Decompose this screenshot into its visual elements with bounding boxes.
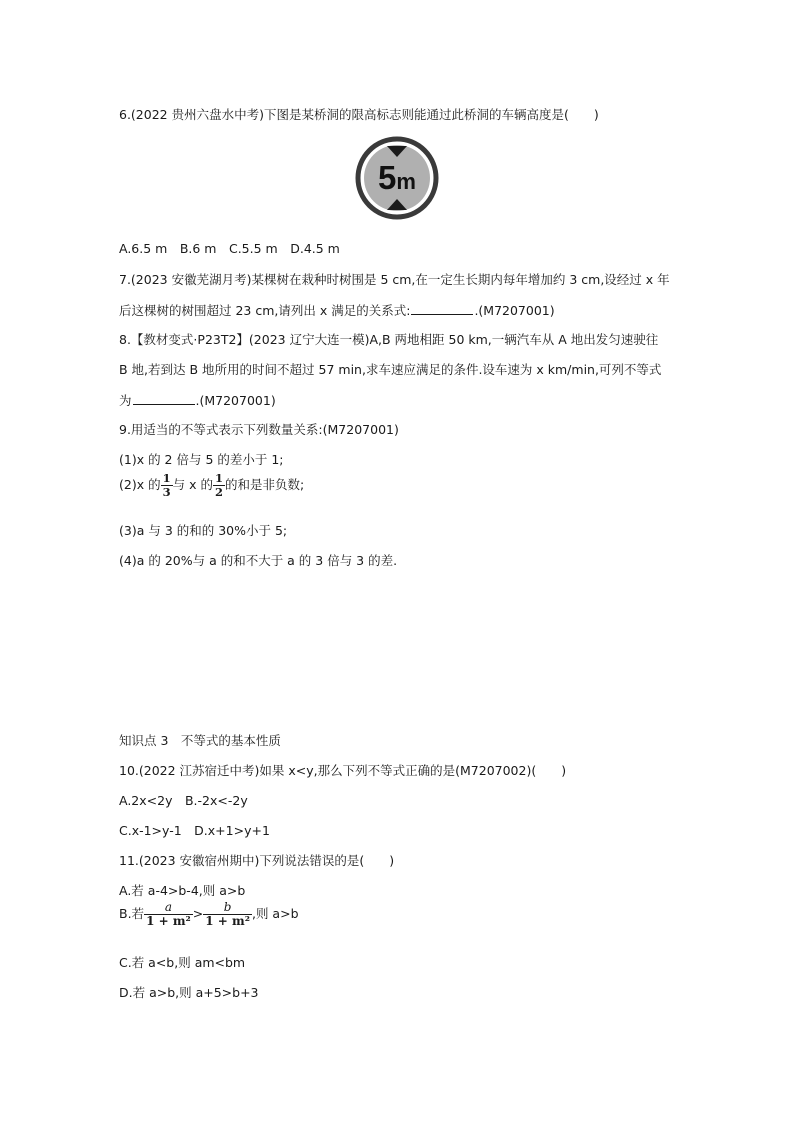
question-11-option-b: B.若 $\frac{a}{\text{1 + m²}}$ > $\frac{b}{\text{1 + m²}}$ ,则 a>b (119, 900, 299, 928)
question-10-stem: 10.(2022 江苏宿迁中考)如果 x<y,那么下列不等式正确的是(M7207002)( ) (119, 763, 567, 778)
question-9-item-2: (2)x 的 $\frac{1}{3}$ 与 x 的 $\frac{1}{2}$ 的和是非负数; (119, 471, 305, 499)
question-6-options: A.6.5 m B.6 m C.5.5 m D.4.5 m (119, 241, 340, 256)
question-11-option-a: A.若 a-4>b-4,则 a>b (119, 883, 246, 898)
question-6-stem: 6.(2022 贵州六盘水中考)下图是某桥洞的限高标志则能通过此桥洞的车辆高度是( ) (119, 107, 599, 122)
question-11-option-c: C.若 a<b,则 am<bm (119, 955, 246, 970)
fraction-one-third: $\frac{1}{3}$ (162, 471, 171, 499)
fraction-a-over-1-plus-m-squared: $\frac{a}{\text{1 + m²}}$ (146, 900, 191, 928)
question-10-options-ab: A.2x<2y B.-2x<-2y (119, 793, 248, 808)
section-title: 知识点 3 不等式的基本性质 (119, 733, 281, 748)
question-10-options-cd: C.x-1>y-1 D.x+1>y+1 (119, 823, 270, 838)
question-7-line1: 7.(2023 安徽芜湖月考)某棵树在栽种时树围是 5 cm,在一定生长期内每年增加约 3 cm,设经过 x 年 (119, 272, 670, 287)
answer-blank[interactable] (411, 302, 473, 315)
question-9-item-3: (3)a 与 3 的和的 30%小于 5; (119, 523, 288, 538)
fraction-one-half: $\frac{1}{2}$ (214, 471, 223, 499)
question-9-stem: 9.用适当的不等式表示下列数量关系:(M7207001) (119, 422, 399, 437)
question-7-line2: 后这棵树的树围超过 23 cm,请列出 x 满足的关系式: .(M7207001) (119, 303, 555, 318)
question-9-item-1: (1)x 的 2 倍与 5 的差小于 1; (119, 452, 284, 467)
height-limit-sign-icon (355, 136, 439, 220)
svg-text:5m: 5m (378, 159, 416, 196)
question-8-line1: 8.【教材变式·P23T2】(2023 辽宁大连一模)A,B 两地相距 50 km,一辆汽车从 A 地出发匀速驶往 (119, 332, 659, 347)
question-8-line3: 为 .(M7207001) (119, 393, 276, 408)
fraction-b-over-1-plus-m-squared: $\frac{b}{\text{1 + m²}}$ (205, 900, 250, 928)
question-8-line2: B 地,若到达 B 地所用的时间不超过 57 min,求车速应满足的条件.设车速为 x km/min,可列不等式 (119, 362, 662, 377)
answer-blank[interactable] (133, 392, 195, 405)
question-9-item-4: (4)a 的 20%与 a 的和不大于 a 的 3 倍与 3 的差. (119, 553, 398, 568)
question-11-option-d: D.若 a>b,则 a+5>b+3 (119, 985, 259, 1000)
question-11-stem: 11.(2023 安徽宿州期中)下列说法错误的是( ) (119, 853, 395, 868)
